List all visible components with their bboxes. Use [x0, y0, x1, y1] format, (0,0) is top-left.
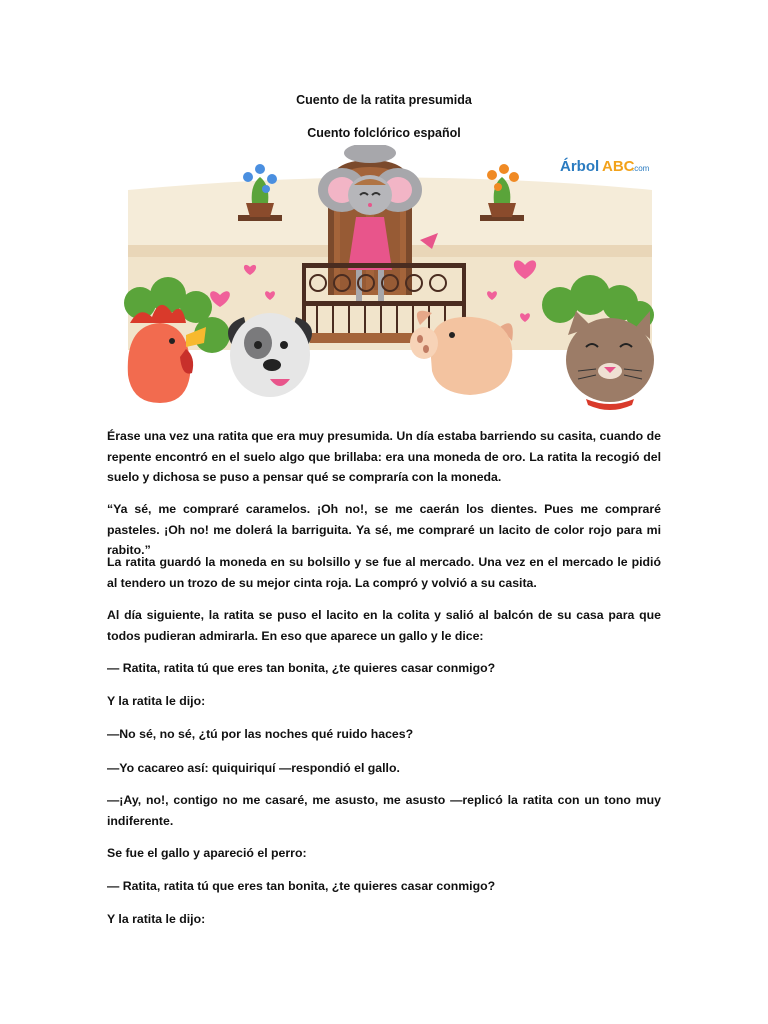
- dialogue-rooster-proposal: — Ratita, ratita tú que eres tan bonita, ¿te quieres casar conmigo?: [107, 661, 496, 675]
- document-subtitle: Cuento folclórico español: [307, 126, 461, 140]
- narration-line-2: Y la ratita le dijo:: [107, 912, 206, 926]
- dialogue-rooster-answer: —Yo cacareo así: quiquiriquí —respondió el gallo.: [107, 761, 400, 775]
- cat-character: [566, 311, 654, 410]
- dialogue-rejection: —¡Ay, no!, contigo no me casaré, me asusto, me asusto —replicó la ratita con un tono muy indiferente.: [107, 793, 661, 828]
- svg-text:Árbol: Árbol: [560, 158, 600, 175]
- narration-line: Y la ratita le dijo:: [107, 694, 206, 708]
- paragraph-thoughts: “Ya sé, me compraré caramelos. ¡Oh no!, se me caerán los dientes. Pues me compraré pasteles. ¡Oh no! me dolerá la barriguita. Ya sé, me compraré un lacito de color rojo para mi rabito.”: [107, 502, 661, 557]
- dog-character: [228, 313, 312, 397]
- dialogue-question: —No sé, no sé, ¿tú por las noches qué ruido haces?: [107, 727, 414, 741]
- story-illustration: [120, 145, 660, 415]
- paragraph-intro: Érase una vez una ratita que era muy presumida. Un día estaba barriendo su casita, cuando de repente encontró en el suelo algo que brillaba: era una moneda de oro. La ratita la recogió del suelo y dichosa se puso a pensar qué se compraría con la moneda.: [107, 429, 661, 484]
- svg-text:.com: .com: [632, 164, 650, 173]
- svg-text:ABC: ABC: [602, 158, 635, 175]
- paragraph-balcony: Al día siguiente, la ratita se puso el lacito en la colita y salió al balcón de su casa para que todos pudieran admirarla. En eso que aparece un gallo y le dice:: [107, 608, 661, 643]
- dialogue-dog-proposal: — Ratita, ratita tú que eres tan bonita, ¿te quieres casar conmigo?: [107, 879, 496, 893]
- paragraph-market: La ratita guardó la moneda en su bolsillo y se fue al mercado. Una vez en el mercado le pidió al tendero un trozo de su mejor cinta roja. La compró y volvió a su casita.: [107, 555, 661, 590]
- arbolabc-logo: [560, 158, 650, 175]
- narration-dog-appears: Se fue el gallo y apareció el perro:: [107, 846, 307, 860]
- document-title: Cuento de la ratita presumida: [296, 93, 472, 107]
